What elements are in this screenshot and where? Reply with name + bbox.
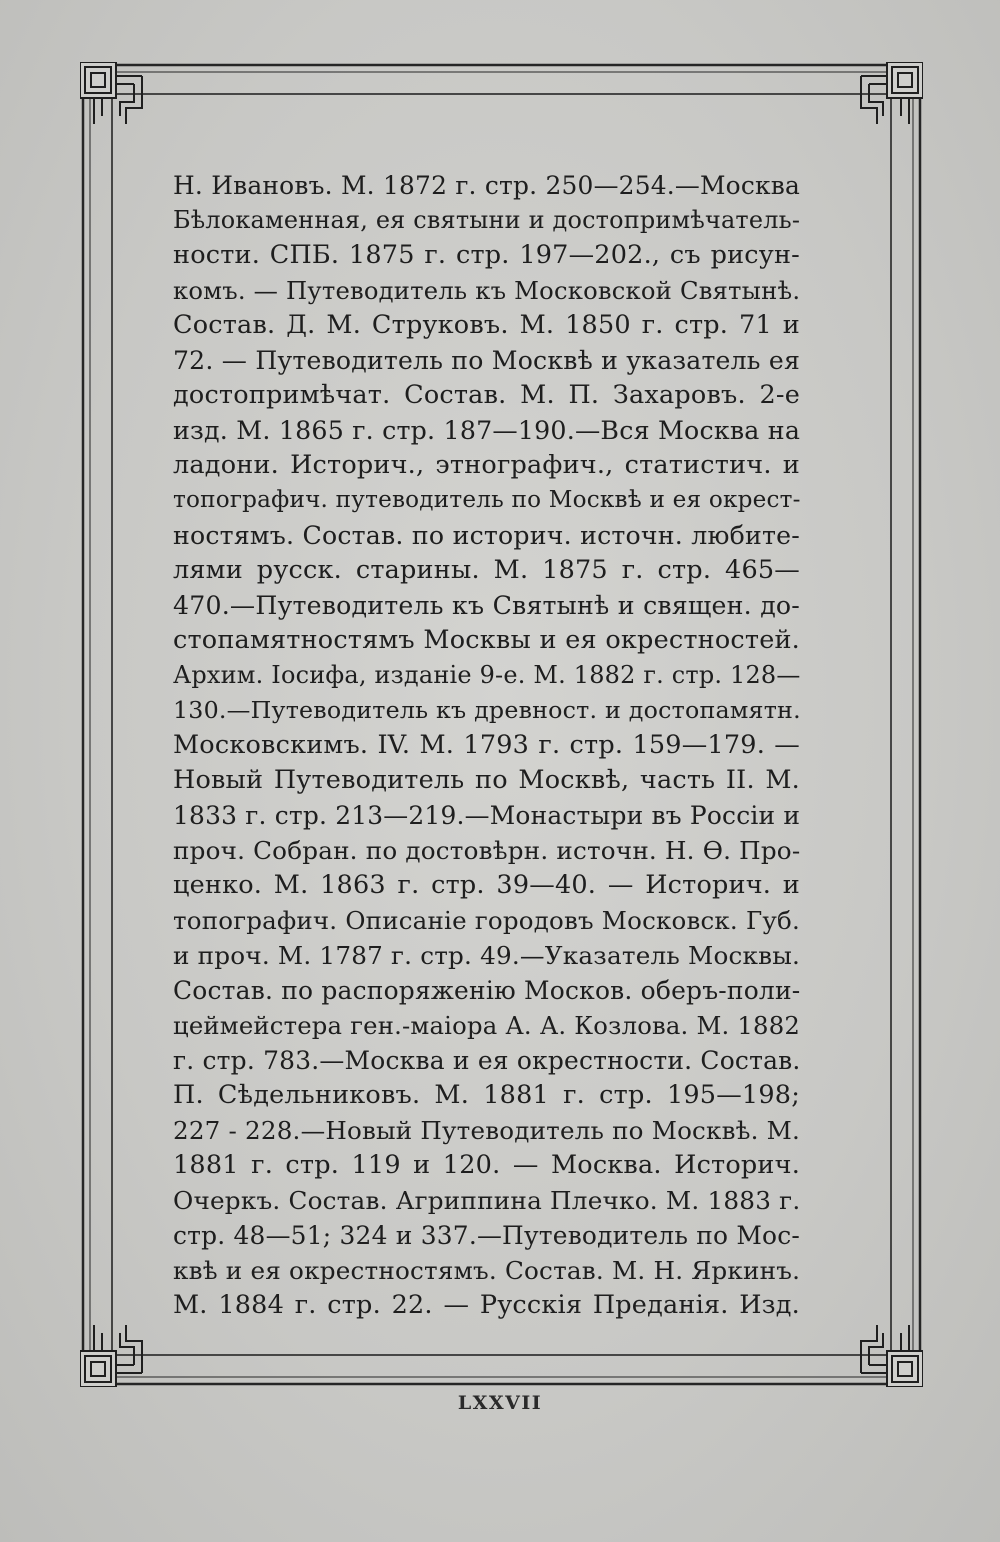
text-line: ценко. М. 1863 г. стр. 39—40. — Историч. и: [173, 870, 800, 900]
text-line: Н. Ивановъ. М. 1872 г. стр. 250—254.—Москва: [173, 171, 800, 200]
text-line: 470.—Путеводитель къ Святынѣ и священ. до-: [173, 591, 800, 620]
text-line: 1833 г. стр. 213—219.—Монастыри въ Россіи и: [173, 801, 801, 830]
text-line: Архим. Іосифа, изданіе 9-е. М. 1882 г. стр. 128—: [173, 661, 801, 689]
text-line: лями русск. старины. М. 1875 г. стр. 465—: [173, 555, 800, 585]
text-line: М. 1884 г. стр. 22. — Русскія Преданія. Изд.: [173, 1290, 800, 1320]
corner-ornament-top-right: [861, 62, 923, 124]
text-line: ностямъ. Состав. по историч. источн. любите-: [173, 521, 800, 550]
text-line: Бѣлокаменная, ея святыни и достопримѣчатель-: [173, 206, 801, 234]
corner-ornament-bottom-right: [861, 1325, 923, 1387]
text-line: ности. СПБ. 1875 г. стр. 197—202., съ рисун-: [173, 240, 800, 270]
text-line: 227 - 228.—Новый Путеводитель по Москвѣ. М.: [173, 1116, 801, 1145]
text-line: Состав. Д. М. Струковъ. М. 1850 г. стр. 71 и: [173, 310, 800, 340]
text-line: изд. М. 1865 г. стр. 187—190.—Вся Москва на: [173, 416, 801, 445]
text-line: топографич. Описаніе городовъ Московск. Губ.: [173, 906, 800, 935]
text-line: Состав. по распоряженію Москов. оберъ-поли-: [173, 976, 801, 1005]
corner-ornament-bottom-left: [80, 1325, 142, 1387]
text-line: Очеркъ. Состав. Агриппина Плечко. М. 1883 г.: [173, 1186, 801, 1215]
text-line: цеймейстера ген.-маіора А. А. Козлова. М. 1882: [173, 1011, 800, 1040]
text-line: комъ. — Путеводитель къ Московской Святынѣ.: [173, 276, 801, 305]
text-line: 72. — Путеводитель по Москвѣ и указатель ея: [173, 346, 800, 375]
text-line: 130.—Путеводитель къ древност. и достопамятн.: [173, 696, 801, 724]
corner-ornament-top-left: [80, 62, 142, 124]
text-line: стопамятностямъ Москвы и ея окрестностей.: [173, 625, 800, 655]
text-line: квѣ и ея окрестностямъ. Состав. М. Н. Яркинъ.: [173, 1256, 801, 1285]
bibliography-text: [173, 168, 800, 1323]
text-line: проч. Собран. по достовѣрн. источн. Н. Ѳ. Про-: [173, 836, 801, 865]
text-line: и проч. М. 1787 г. стр. 49.—Указатель Москвы.: [173, 941, 801, 970]
text-line: П. Сѣдельниковъ. М. 1881 г. стр. 195—198;: [173, 1080, 800, 1110]
text-line: топографич. путеводитель по Москвѣ и ея окрест-: [173, 487, 801, 513]
text-line: 1881 г. стр. 119 и 120. — Москва. Историч.: [173, 1150, 800, 1180]
text-line: достопримѣчат. Состав. М. П. Захаровъ. 2-е: [173, 380, 800, 410]
text-line: Московскимъ. IV. М. 1793 г. стр. 159—179. —: [173, 730, 800, 760]
text-line: стр. 48—51; 324 и 337.—Путеводитель по Мос-: [173, 1221, 800, 1250]
text-line: ладони. Историч., этнографич., статистич. и: [173, 450, 800, 480]
text-line: Новый Путеводитель по Москвѣ, часть II. М.: [173, 765, 800, 795]
page-number: LXXVII: [457, 1392, 543, 1414]
text-line: г. стр. 783.—Москва и ея окрестности. Состав.: [173, 1046, 801, 1075]
